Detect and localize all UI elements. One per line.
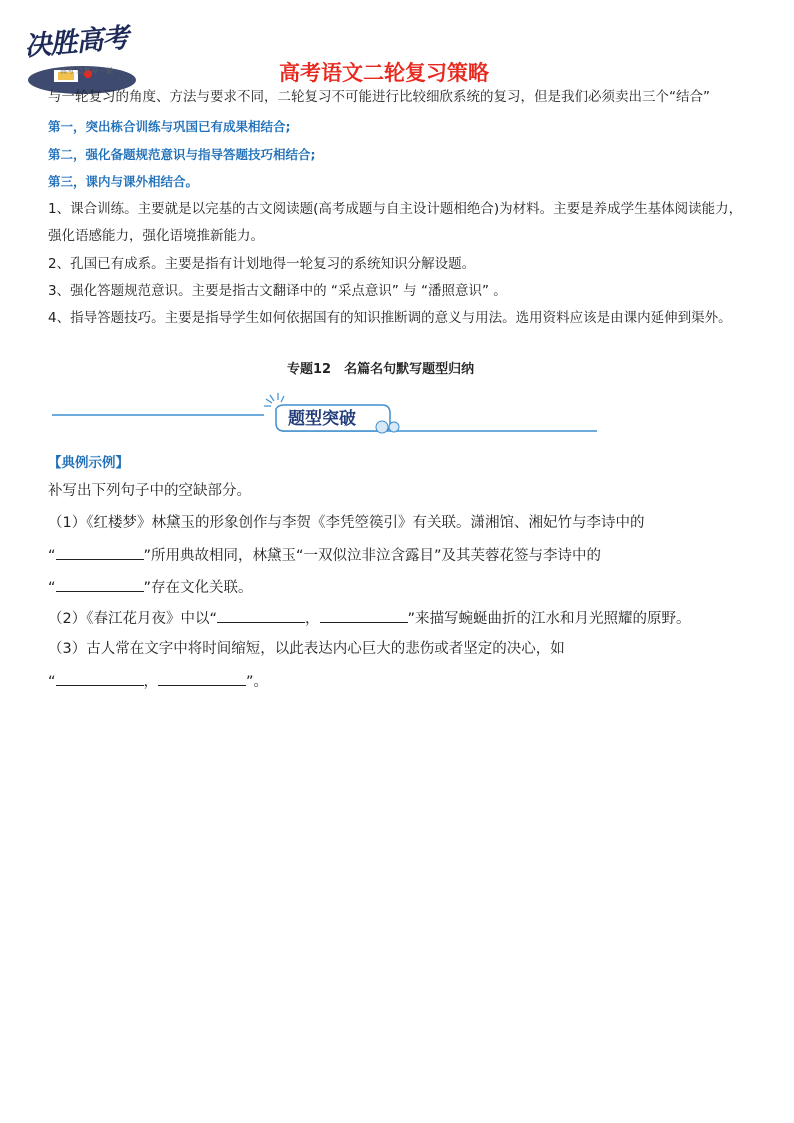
- point-3: 第三，课内与课外相结合。: [48, 174, 199, 189]
- question-2: [48, 608, 691, 628]
- point-2: 第二，强化备题规范意识与指导答题技巧相结合;: [48, 147, 316, 162]
- logo-text: 决胜高考: [23, 22, 130, 63]
- comma-separator: ，: [305, 611, 320, 627]
- point-1: 第一，突出栋合训练与巩国已有成果相结合;: [48, 119, 291, 134]
- answer-blank-5[interactable]: [56, 671, 144, 686]
- question-1-line-3: [48, 577, 253, 597]
- question-3-line-1: （3）古人常在文字中将时间缩短，以此表达内心巨大的悲伤或者坚定的决心，如: [48, 641, 565, 657]
- answer-blank-6[interactable]: [158, 671, 246, 686]
- page-title: 高考语文二轮复习策略: [279, 61, 489, 85]
- question-1-line-1: （1）《红楼梦》林黛玉的形象创作与李贺《李凭箜篌引》有关联。潇湘馆、湘妃竹与李诗中的: [48, 515, 645, 531]
- answer-blank-1[interactable]: [56, 545, 144, 560]
- quote-open: “: [48, 580, 56, 596]
- detail-1: 1、课合训练。主要就是以完基的古文阅读题(高考成题与自主设计题相绝合)为材料。主要是养成学生基体阅读能力，: [48, 201, 743, 217]
- answer-blank-2[interactable]: [56, 577, 144, 592]
- detail-1-cont: 强化语感能力，强化语境推新能力。: [48, 228, 264, 244]
- question-3-line-2: [48, 671, 268, 691]
- section-title: 专题12 名篇名句默写题型归纳: [287, 362, 475, 377]
- example-label: 【典例示例】: [48, 455, 129, 471]
- question-2-text: （2）《春江花月夜》中以“: [48, 611, 217, 627]
- detail-4: 4、指导答题技巧。主要是指导学生如何依据国有的知识推断调的意义与用法。选用资料应该是由课内延伸到渠外。: [48, 310, 732, 326]
- detail-2: 2、孔国已有成系。主要是指有计划地得一轮复习的系统知识分解设题。: [48, 256, 476, 272]
- quote-open: “: [48, 548, 56, 564]
- intro-text: 与一轮复习的角度、方法与要求不同，二轮复习不可能进行比较细欣系统的复习，但是我们必须卖出三个“结合”: [48, 89, 710, 105]
- detail-3: 3、强化答题规范意识。主要是指古文翻译中的 “采点意识” 与 “潘照意识” 。: [48, 283, 507, 299]
- banner-label: 题型突破: [288, 409, 356, 429]
- answer-blank-4[interactable]: [320, 608, 408, 623]
- question-1-line-2: [48, 545, 601, 565]
- instruction-text: 补写出下列句子中的空缺部分。: [48, 483, 251, 499]
- quote-close: ”。: [246, 674, 269, 690]
- answer-blank-3[interactable]: [217, 608, 305, 623]
- comma-separator: ，: [143, 674, 159, 690]
- logo-subtitle: 高考 总复习 一轮: [60, 67, 114, 75]
- question-2-text-end: ”来描写蜿蜒曲折的江水和月光照耀的原野。: [407, 611, 691, 627]
- question-1-text-2: ”所用典故相同，林黛玉“一双似泣非泣含露目”及其芙蓉花签与李诗中的: [143, 548, 602, 564]
- quote-open: “: [48, 674, 56, 690]
- question-1-text-3: ”存在文化关联。: [143, 580, 253, 596]
